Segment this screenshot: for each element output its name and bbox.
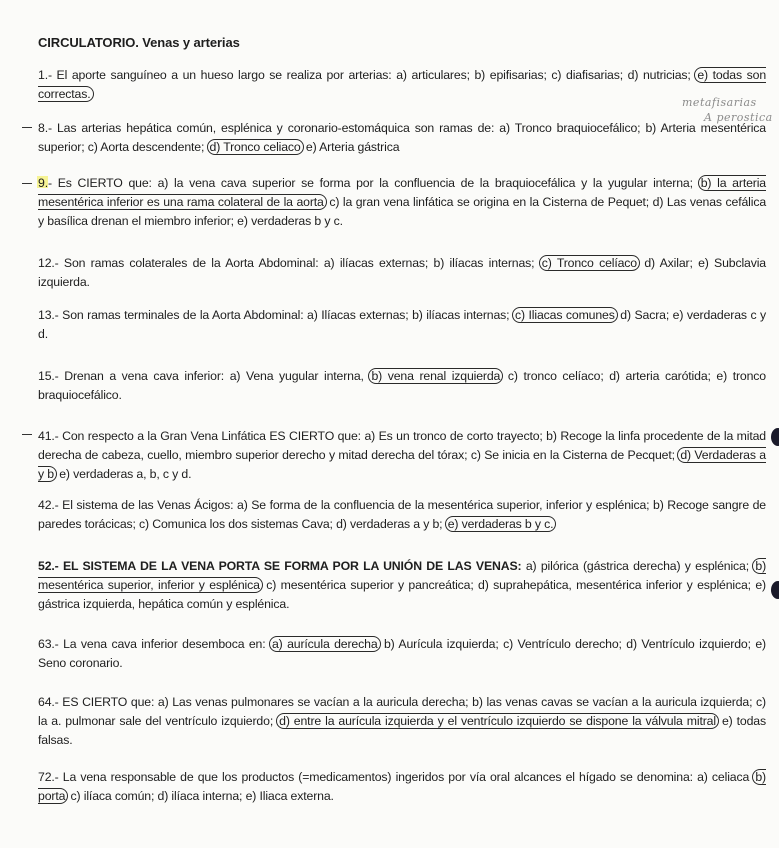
punch-hole xyxy=(771,581,779,599)
question-text: 64.- ES CIERTO que: a) Las venas pulmonares se vacían a la auricula derecha; b) las venas cavas se vacían a la auricula izquierda; c) la a. pulmonar sale del ventrículo izquierdo; xyxy=(38,695,766,728)
circled-answer: e) verdaderas b y c. xyxy=(445,516,557,532)
question-15 xyxy=(38,367,766,405)
question-1 xyxy=(38,66,766,104)
question-text: e) Arteria gástrica xyxy=(302,140,400,154)
question-text: 63.- La vena cava inferior desemboca en: xyxy=(38,637,270,651)
handwritten-note-1: metafisarias xyxy=(682,96,757,109)
margin-dash-q41 xyxy=(22,434,32,435)
question-text: 41.- Con respecto a la Gran Vena Linfática ES CIERTO que: a) Es un tronco de corto trayecto; b) Recoge la linfa procedente de la mitad derecha de cabeza, cuello, miembro superior derecho y mitad derecha del tórax; c) Se inicia en la Cisterna de Pecquet; xyxy=(38,429,766,462)
question-stem-bold: 52.- EL SISTEMA DE LA VENA PORTA SE FORMA POR LA UNIÓN DE LAS VENAS: xyxy=(38,559,522,573)
question-text: 42.- El sistema de las Venas Ácigos: a) Se forma de la confluencia de la mesentérica superior, inferior y esplénica; b) Recoge sangre de paredes torácicas; c) Comunica los dos sistemas Cava; d) verdaderas a y b; xyxy=(38,498,766,531)
question-9 xyxy=(38,174,766,231)
circled-answer: b) vena renal izquierda xyxy=(368,368,503,384)
question-52 xyxy=(38,557,766,614)
question-text: b) Aurícula izquierda; c) Ventrículo derecho; d) Ventrículo izquierdo; e) Seno coronario. xyxy=(38,637,766,670)
question-text: c) tronco celíaco; d) arteria carótida; e) tronco braquiocefálico. xyxy=(38,369,766,402)
circled-answer: b) porta xyxy=(38,770,766,803)
question-72 xyxy=(38,768,766,806)
question-text: 72.- La vena responsable de que los productos (=medicamentos) ingeridos por vía oral alcances el hígado se denomina: a) celiaca xyxy=(38,770,754,784)
question-text: e) verdaderas a, b, c y d. xyxy=(55,467,192,481)
circled-answer: b) mesentérica superior, inferior y esplénica xyxy=(38,559,767,592)
circled-answer: c) Tronco celíaco xyxy=(539,255,640,271)
question-text: 8.- Las arterias hepática común, esplénica y coronario-estomáquica son ramas de: a) Tronco braquiocefálico; b) Arteria mesentérica superior; c) Aorta descendente; xyxy=(38,121,766,154)
question-text: 13.- Son ramas terminales de la Aorta Abdominal: a) Ilíacas externas; b) ilíacas internas; xyxy=(38,308,514,322)
question-63 xyxy=(38,635,766,673)
question-text: c) la gran vena linfática se origina en la Cisterna de Pequet; d) Las venas cefálica y basílica drenan el miembro inferior; e) verdaderas b y c. xyxy=(38,195,767,228)
circled-answer: d) Verdaderas a y b xyxy=(38,448,766,481)
margin-dash-q8 xyxy=(22,127,32,128)
question-12 xyxy=(38,254,766,292)
question-text: d) Sacra; e) verdaderas c y d. xyxy=(38,308,766,341)
question-13 xyxy=(38,306,766,344)
question-64 xyxy=(38,693,766,750)
circled-answer: d) Tronco celiaco xyxy=(207,139,304,155)
circled-answer: b) la arteria mesentérica inferior es una rama colateral de la aorta xyxy=(38,176,766,209)
circled-answer: d) entre la aurícula izquierda y el ventrículo izquierdo se dispone la válvula mitral xyxy=(276,713,719,729)
question-42 xyxy=(38,496,766,534)
margin-dash-q9 xyxy=(22,183,32,184)
question-41 xyxy=(38,427,766,484)
document-title: CIRCULATORIO. Venas y arterias xyxy=(38,35,240,50)
question-text: a) pilórica (gástrica derecha) y esplénica; xyxy=(521,559,754,573)
question-text: d) Axilar; e) Subclavia izquierda. xyxy=(38,256,766,289)
question-text: 12.- Son ramas colaterales de la Aorta Abdominal: a) ilíacas externas; b) ilíacas internas; xyxy=(38,256,540,270)
question-text: 1.- El aporte sanguíneo a un hueso largo se realiza por arterias: a) articulares; b) epifisarias; c) diafisarias; d) nutricias; xyxy=(38,68,696,82)
circled-answer: e) todas son correctas. xyxy=(38,68,767,101)
punch-hole xyxy=(771,428,779,446)
question-text: 9.- Es CIERTO que: a) la vena cava superior se forma por la confluencia de la braquiocefálica y la yugular interna; xyxy=(38,176,699,190)
circled-answer: a) aurícula derecha xyxy=(269,636,381,652)
question-text: c) ilíaca común; d) ilíaca interna; e) Iliaca externa. xyxy=(67,789,334,803)
question-text: 15.- Drenan a vena cava inferior: a) Vena yugular interna, xyxy=(38,369,370,383)
question-8 xyxy=(38,119,766,157)
handwritten-note-2: A perostica xyxy=(704,111,773,124)
question-text: e) todas falsas. xyxy=(38,714,766,747)
question-text: c) mesentérica superior y pancreática; d) suprahepática, mesentérica inferior y esplénica; e) gástrica izquierda, hepática común y esplénica. xyxy=(38,578,766,611)
circled-answer: c) Iliacas comunes xyxy=(512,307,618,323)
